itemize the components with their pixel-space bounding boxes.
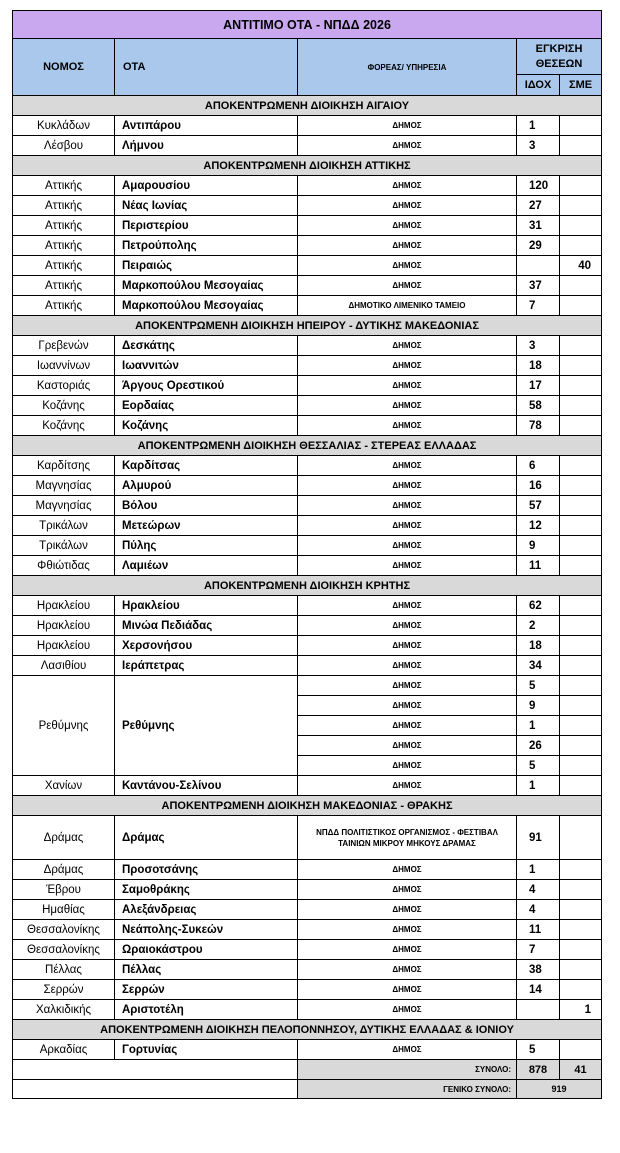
sme-cell [560, 116, 602, 136]
table-row [13, 940, 602, 960]
section-title: ΑΠΟΚΕΝΤΡΩΜΕΝΗ ΔΙΟΙΚΗΣΗ ΠΕΛΟΠΟΝΝΗΣΟΥ, ΔΥΤΙΚΗΣ ΕΛΛΑΔΑΣ & ΙΟΝΙΟΥ [13, 1020, 602, 1040]
table-row [13, 816, 602, 860]
header-row [13, 39, 602, 75]
ota-cell: Πύλης [115, 536, 298, 556]
idox-cell: 17 [517, 376, 560, 396]
ota-cell: Πέλλας [115, 960, 298, 980]
ota-cell: Βόλου [115, 496, 298, 516]
idox-cell: 34 [517, 656, 560, 676]
positions-table [12, 10, 602, 1099]
ota-cell: Σαμοθράκης [115, 880, 298, 900]
idox-cell: 16 [517, 476, 560, 496]
ota-cell: Περιστερίου [115, 216, 298, 236]
table-row [13, 960, 602, 980]
foreas-cell: ΔΗΜΟΣ [298, 900, 517, 920]
table-row [13, 336, 602, 356]
table-row [13, 236, 602, 256]
section-row [13, 1020, 602, 1040]
ota-cell: Αριστοτέλη [115, 1000, 298, 1020]
section-row [13, 96, 602, 116]
idox-cell: 11 [517, 920, 560, 940]
idox-cell: 27 [517, 196, 560, 216]
sme-cell [560, 756, 602, 776]
sme-cell [560, 556, 602, 576]
idox-cell: 11 [517, 556, 560, 576]
nomos-cell: Μαγνησίας [13, 476, 115, 496]
table-row [13, 356, 602, 376]
idox-cell: 18 [517, 356, 560, 376]
ota-cell: Κοζάνης [115, 416, 298, 436]
total-spacer [13, 1060, 298, 1080]
title-row [13, 11, 602, 39]
idox-cell: 1 [517, 116, 560, 136]
table-body [13, 96, 602, 1060]
nomos-cell: Ηρακλείου [13, 596, 115, 616]
nomos-cell: Αττικής [13, 236, 115, 256]
idox-cell: 38 [517, 960, 560, 980]
foreas-cell: ΔΗΜΟΣ [298, 276, 517, 296]
nomos-cell: Αττικής [13, 196, 115, 216]
nomos-cell: Τρικάλων [13, 536, 115, 556]
foreas-cell: ΔΗΜΟΣ [298, 596, 517, 616]
sme-cell [560, 776, 602, 796]
section-title: ΑΠΟΚΕΝΤΡΩΜΕΝΗ ΔΙΟΙΚΗΣΗ ΜΑΚΕΔΟΝΙΑΣ - ΘΡΑΚΗΣ [13, 796, 602, 816]
foreas-cell: ΔΗΜΟΣ [298, 616, 517, 636]
ota-cell: Μετεώρων [115, 516, 298, 536]
ota-cell: Μινώα Πεδιάδας [115, 616, 298, 636]
foreas-cell: ΔΗΜΟΣ [298, 860, 517, 880]
total-label: ΣΥΝΟΛΟ: [298, 1060, 517, 1080]
nomos-cell: Ηρακλείου [13, 636, 115, 656]
idox-cell: 57 [517, 496, 560, 516]
ota-cell: Καντάνου-Σελίνου [115, 776, 298, 796]
idox-cell: 3 [517, 336, 560, 356]
nomos-cell: Τρικάλων [13, 516, 115, 536]
table-row [13, 396, 602, 416]
nomos-cell: Καστοριάς [13, 376, 115, 396]
sme-cell [560, 476, 602, 496]
ota-cell: Ιωαννιτών [115, 356, 298, 376]
nomos-cell: Ηρακλείου [13, 616, 115, 636]
foreas-cell: ΔΗΜΟΣ [298, 696, 517, 716]
sme-cell [560, 176, 602, 196]
ota-cell: Χερσονήσου [115, 636, 298, 656]
foreas-cell: ΔΗΜΟΣ [298, 236, 517, 256]
nomos-cell: Χαλκιδικής [13, 1000, 115, 1020]
sme-cell [560, 940, 602, 960]
foreas-cell: ΔΗΜΟΣ [298, 636, 517, 656]
idox-cell: 4 [517, 880, 560, 900]
idox-cell [517, 1000, 560, 1020]
idox-cell: 1 [517, 776, 560, 796]
idox-cell [517, 256, 560, 276]
foreas-cell: ΔΗΜΟΣ [298, 536, 517, 556]
nomos-cell: Έβρου [13, 880, 115, 900]
table-row [13, 536, 602, 556]
table-row [13, 636, 602, 656]
nomos-cell: Λέσβου [13, 136, 115, 156]
ota-cell: Αλεξάνδρειας [115, 900, 298, 920]
sme-cell [560, 516, 602, 536]
section-title: ΑΠΟΚΕΝΤΡΩΜΕΝΗ ΔΙΟΙΚΗΣΗ ΑΤΤΙΚΗΣ [13, 156, 602, 176]
sme-cell [560, 920, 602, 940]
sme-cell [560, 1040, 602, 1060]
sme-cell [560, 880, 602, 900]
nomos-cell: Γρεβενών [13, 336, 115, 356]
ota-cell: Ιεράπετρας [115, 656, 298, 676]
sme-cell [560, 536, 602, 556]
sme-cell [560, 960, 602, 980]
table-row [13, 1040, 602, 1060]
ota-cell: Λήμνου [115, 136, 298, 156]
nomos-cell: Φθιώτιδας [13, 556, 115, 576]
idox-cell: 37 [517, 276, 560, 296]
table-row [13, 516, 602, 536]
table-row [13, 296, 602, 316]
nomos-cell: Σερρών [13, 980, 115, 1000]
table-row [13, 376, 602, 396]
nomos-cell: Ρεθύμνης [13, 676, 115, 776]
sme-cell [560, 496, 602, 516]
idox-cell: 5 [517, 1040, 560, 1060]
idox-cell: 1 [517, 860, 560, 880]
ota-cell: Πετρούπολης [115, 236, 298, 256]
idox-cell: 5 [517, 756, 560, 776]
ota-cell: Αμαρουσίου [115, 176, 298, 196]
foreas-cell: ΔΗΜΟΣ [298, 920, 517, 940]
table-row [13, 880, 602, 900]
sme-cell [560, 296, 602, 316]
idox-cell: 78 [517, 416, 560, 436]
idox-cell: 91 [517, 816, 560, 860]
sme-cell [560, 636, 602, 656]
idox-cell: 120 [517, 176, 560, 196]
table-row [13, 1000, 602, 1020]
sme-cell [560, 456, 602, 476]
nomos-cell: Δράμας [13, 816, 115, 860]
table-row [13, 456, 602, 476]
total-row [13, 1060, 602, 1080]
sme-cell [560, 900, 602, 920]
foreas-cell: ΔΗΜΟΣ [298, 736, 517, 756]
header-egkrisi: ΕΓΚΡΙΣΗ ΘΕΣΕΩΝ [517, 39, 602, 75]
nomos-cell: Ιωαννίνων [13, 356, 115, 376]
foreas-cell: ΔΗΜΟΣ [298, 176, 517, 196]
ota-cell: Ρεθύμνης [115, 676, 298, 776]
section-title: ΑΠΟΚΕΝΤΡΩΜΕΝΗ ΔΙΟΙΚΗΣΗ ΗΠΕΙΡΟΥ - ΔΥΤΙΚΗΣ ΜΑΚΕΔΟΝΙΑΣ [13, 316, 602, 336]
sme-cell [560, 376, 602, 396]
ota-cell: Νέας Ιωνίας [115, 196, 298, 216]
foreas-cell: ΔΗΜΟΣ [298, 396, 517, 416]
idox-cell: 29 [517, 236, 560, 256]
foreas-cell: ΔΗΜΟΣ [298, 136, 517, 156]
ota-cell: Εορδαίας [115, 396, 298, 416]
nomos-cell: Αρκαδίας [13, 1040, 115, 1060]
table-row [13, 676, 602, 696]
sme-cell [560, 980, 602, 1000]
ota-cell: Μαρκοπούλου Μεσογαίας [115, 276, 298, 296]
sme-cell [560, 196, 602, 216]
sme-cell [560, 860, 602, 880]
foreas-cell: ΔΗΜΟΣ [298, 116, 517, 136]
nomos-cell: Ημαθίας [13, 900, 115, 920]
nomos-cell: Χανίων [13, 776, 115, 796]
foreas-cell: ΔΗΜΟΣ [298, 716, 517, 736]
nomos-cell: Κυκλάδων [13, 116, 115, 136]
grand-total-label: ΓΕΝΙΚΟ ΣΥΝΟΛΟ: [298, 1080, 517, 1099]
nomos-cell: Θεσσαλονίκης [13, 940, 115, 960]
table-row [13, 596, 602, 616]
foreas-cell: ΔΗΜΟΣ [298, 376, 517, 396]
ota-cell: Προσοτσάνης [115, 860, 298, 880]
nomos-cell: Δράμας [13, 860, 115, 880]
table-row [13, 136, 602, 156]
ota-cell: Αλμυρού [115, 476, 298, 496]
header-idox: ΙΔΟΧ [517, 75, 560, 96]
grand-total-value: 919 [517, 1080, 602, 1099]
table-row [13, 176, 602, 196]
table-row [13, 980, 602, 1000]
foreas-cell: ΔΗΜΟΣ [298, 1000, 517, 1020]
idox-cell: 5 [517, 676, 560, 696]
foreas-cell: ΔΗΜΟΣ [298, 356, 517, 376]
total-sme: 41 [560, 1060, 602, 1080]
foreas-cell: ΔΗΜΟΣ [298, 496, 517, 516]
nomos-cell: Μαγνησίας [13, 496, 115, 516]
section-row [13, 436, 602, 456]
sme-cell [560, 736, 602, 756]
nomos-cell: Αττικής [13, 176, 115, 196]
idox-cell: 62 [517, 596, 560, 616]
foreas-cell: ΔΗΜΟΣ [298, 336, 517, 356]
sme-cell [560, 816, 602, 860]
ota-cell: Ωραιοκάστρου [115, 940, 298, 960]
table-row [13, 116, 602, 136]
sme-cell [560, 136, 602, 156]
foreas-cell: ΔΗΜΟΣ [298, 980, 517, 1000]
foreas-cell: ΔΗΜΟΣ [298, 940, 517, 960]
table-row [13, 556, 602, 576]
ota-cell: Μαρκοπούλου Μεσογαίας [115, 296, 298, 316]
sme-cell [560, 336, 602, 356]
section-row [13, 796, 602, 816]
section-row [13, 576, 602, 596]
sme-cell [560, 276, 602, 296]
nomos-cell: Πέλλας [13, 960, 115, 980]
sme-cell [560, 416, 602, 436]
total-idox: 878 [517, 1060, 560, 1080]
idox-cell: 2 [517, 616, 560, 636]
nomos-cell: Κοζάνης [13, 416, 115, 436]
foreas-cell: ΔΗΜΟΤΙΚΟ ΛΙΜΕΝΙΚΟ ΤΑΜΕΙΟ [298, 296, 517, 316]
section-title: ΑΠΟΚΕΝΤΡΩΜΕΝΗ ΔΙΟΙΚΗΣΗ ΘΕΣΣΑΛΙΑΣ - ΣΤΕΡΕΑΣ ΕΛΛΑΔΑΣ [13, 436, 602, 456]
foreas-cell: ΔΗΜΟΣ [298, 556, 517, 576]
table-row [13, 416, 602, 436]
table-row [13, 216, 602, 236]
idox-cell: 26 [517, 736, 560, 756]
header-ota: ΟΤΑ [115, 39, 298, 96]
table-row [13, 196, 602, 216]
table-row [13, 616, 602, 636]
approval-sheet [12, 10, 601, 1099]
foreas-cell: ΔΗΜΟΣ [298, 960, 517, 980]
page-title: ΑΝΤΙΤΙΜΟ ΟΤΑ - ΝΠΔΔ 2026 [13, 11, 602, 39]
ota-cell: Καρδίτσας [115, 456, 298, 476]
sme-cell [560, 656, 602, 676]
sme-cell [560, 356, 602, 376]
ota-cell: Δεσκάτης [115, 336, 298, 356]
ota-cell: Άργους Ορεστικού [115, 376, 298, 396]
nomos-cell: Αττικής [13, 216, 115, 236]
foreas-cell: ΔΗΜΟΣ [298, 196, 517, 216]
ota-cell: Σερρών [115, 980, 298, 1000]
idox-cell: 9 [517, 536, 560, 556]
idox-cell: 7 [517, 940, 560, 960]
foreas-cell: ΔΗΜΟΣ [298, 1040, 517, 1060]
foreas-cell: ΔΗΜΟΣ [298, 256, 517, 276]
table-row [13, 776, 602, 796]
grand-total-row [13, 1080, 602, 1099]
sme-cell [560, 596, 602, 616]
ota-cell: Γορτυνίας [115, 1040, 298, 1060]
foreas-cell: ΝΠΔΔ ΠΟΛΙΤΙΣΤΙΚΟΣ ΟΡΓΑΝΙΣΜΟΣ - ΦΕΣΤΙΒΑΛ ΤΑΙΝΙΩΝ ΜΙΚΡΟΥ ΜΗΚΟΥΣ ΔΡΑΜΑΣ [298, 816, 517, 860]
ota-cell: Πειραιώς [115, 256, 298, 276]
sme-cell [560, 216, 602, 236]
nomos-cell: Κοζάνης [13, 396, 115, 416]
sme-cell [560, 396, 602, 416]
sme-cell [560, 696, 602, 716]
nomos-cell: Λασιθίου [13, 656, 115, 676]
section-title: ΑΠΟΚΕΝΤΡΩΜΕΝΗ ΔΙΟΙΚΗΣΗ ΑΙΓΑΙΟΥ [13, 96, 602, 116]
idox-cell: 7 [517, 296, 560, 316]
header-foreas: ΦΟΡΕΑΣ/ ΥΠΗΡΕΣΙΑ [298, 39, 517, 96]
nomos-cell: Αττικής [13, 256, 115, 276]
nomos-cell: Αττικής [13, 296, 115, 316]
idox-cell: 58 [517, 396, 560, 416]
foreas-cell: ΔΗΜΟΣ [298, 416, 517, 436]
idox-cell: 12 [517, 516, 560, 536]
sme-cell: 40 [560, 256, 602, 276]
table-row [13, 476, 602, 496]
table-row [13, 860, 602, 880]
idox-cell: 6 [517, 456, 560, 476]
table-row [13, 900, 602, 920]
idox-cell: 9 [517, 696, 560, 716]
idox-cell: 4 [517, 900, 560, 920]
table-row [13, 920, 602, 940]
sme-cell [560, 236, 602, 256]
foreas-cell: ΔΗΜΟΣ [298, 656, 517, 676]
sme-cell [560, 676, 602, 696]
section-row [13, 156, 602, 176]
ota-cell: Αντιπάρου [115, 116, 298, 136]
section-title: ΑΠΟΚΕΝΤΡΩΜΕΝΗ ΔΙΟΙΚΗΣΗ ΚΡΗΤΗΣ [13, 576, 602, 596]
sme-cell [560, 716, 602, 736]
foreas-cell: ΔΗΜΟΣ [298, 516, 517, 536]
ota-cell: Ηρακλείου [115, 596, 298, 616]
table-row [13, 496, 602, 516]
header-nomos: ΝΟΜΟΣ [13, 39, 115, 96]
ota-cell: Λαμιέων [115, 556, 298, 576]
nomos-cell: Αττικής [13, 276, 115, 296]
ota-cell: Νεάπολης-Συκεών [115, 920, 298, 940]
nomos-cell: Θεσσαλονίκης [13, 920, 115, 940]
idox-cell: 14 [517, 980, 560, 1000]
table-row [13, 656, 602, 676]
foreas-cell: ΔΗΜΟΣ [298, 676, 517, 696]
idox-cell: 3 [517, 136, 560, 156]
idox-cell: 1 [517, 716, 560, 736]
foreas-cell: ΔΗΜΟΣ [298, 756, 517, 776]
foreas-cell: ΔΗΜΟΣ [298, 776, 517, 796]
sme-cell: 1 [560, 1000, 602, 1020]
idox-cell: 31 [517, 216, 560, 236]
table-row [13, 276, 602, 296]
sme-cell [560, 616, 602, 636]
foreas-cell: ΔΗΜΟΣ [298, 216, 517, 236]
grand-total-spacer [13, 1080, 298, 1099]
table-row [13, 256, 602, 276]
nomos-cell: Καρδίτσης [13, 456, 115, 476]
header-sme: ΣΜΕ [560, 75, 602, 96]
section-row [13, 316, 602, 336]
foreas-cell: ΔΗΜΟΣ [298, 880, 517, 900]
ota-cell: Δράμας [115, 816, 298, 860]
foreas-cell: ΔΗΜΟΣ [298, 476, 517, 496]
idox-cell: 18 [517, 636, 560, 656]
foreas-cell: ΔΗΜΟΣ [298, 456, 517, 476]
